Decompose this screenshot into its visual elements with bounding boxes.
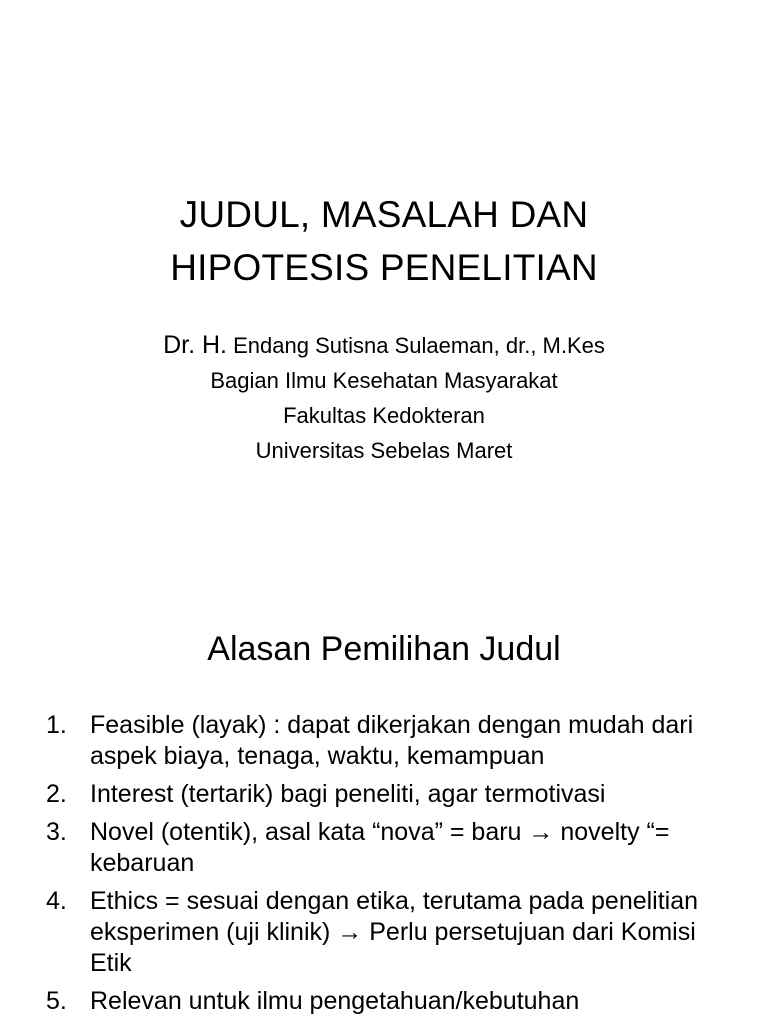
list-item-text: Feasible (layak) : dapat dikerjakan dengan mudah dari aspek biaya, tenaga, waktu, kemampuan <box>90 711 694 770</box>
slide-subtitle <box>0 328 768 468</box>
list-item-number: 3. <box>46 818 67 846</box>
author-line <box>0 328 768 363</box>
reasons-list <box>0 710 768 1024</box>
slide-title <box>0 188 768 294</box>
content-slide <box>0 576 768 1024</box>
faculty-line: Fakultas Kedokteran <box>283 403 485 428</box>
author-name: Endang Sutisna Sulaeman, dr., M.Kes <box>227 333 605 358</box>
list-item-number: 5. <box>46 987 67 1015</box>
list-item-text: Relevan untuk ilmu pengetahuan/kebutuhan <box>90 987 580 1015</box>
title-line-2: HIPOTESIS PENELITIAN <box>170 247 598 288</box>
university-line: Universitas Sebelas Maret <box>255 438 513 463</box>
arrow-right-icon: → <box>337 918 363 946</box>
list-item-number: 1. <box>46 711 67 739</box>
list-item <box>0 710 768 772</box>
list-item <box>0 986 768 1017</box>
list-item <box>0 779 768 810</box>
arrow-right-icon: → <box>528 818 554 846</box>
list-item-number: 2. <box>46 780 67 808</box>
content-slide-title: Alasan Pemilihan Judul <box>207 630 561 668</box>
list-item <box>0 886 768 979</box>
list-item-text-a: Ethics = sesuai dengan etika, terutama pada penelitian eksperimen (uji klinik) <box>90 887 699 946</box>
title-line-1: JUDUL, MASALAH DAN <box>179 194 589 235</box>
list-item <box>0 817 768 879</box>
list-item-text: Interest (tertarik) bagi peneliti, agar termotivasi <box>90 780 606 808</box>
list-item-text-a: Novel (otentik), asal kata “nova” = baru <box>90 818 529 846</box>
list-item-text-b: novelty “= kebaruan <box>90 818 670 877</box>
author-prefix: Dr. H. <box>163 331 227 359</box>
list-item-number: 4. <box>46 887 67 915</box>
department-line: Bagian Ilmu Kesehatan Masyarakat <box>210 368 558 393</box>
list-item-text-b: Perlu persetujuan dari Komisi Etik <box>90 918 696 977</box>
